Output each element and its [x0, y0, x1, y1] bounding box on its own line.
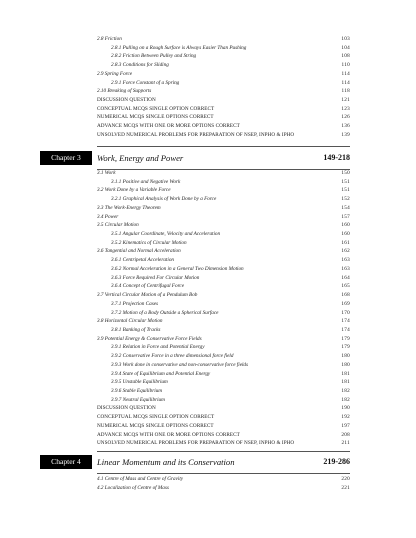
toc-section-chapter-4	[97, 475, 350, 492]
toc-entry	[97, 105, 350, 114]
toc-entry-page: 103	[341, 36, 350, 42]
toc-entry-title: 3.7.1 Projection Cases	[111, 300, 159, 307]
toc-entry	[97, 309, 350, 318]
toc-entry-page: 168	[341, 292, 350, 299]
toc-entry	[97, 378, 350, 387]
toc-entry-page: 123	[341, 105, 350, 112]
toc-entry-title: 2.9.1 Force Constant of a Spring	[111, 79, 180, 86]
toc-entry	[97, 413, 350, 422]
toc-entry-title: 3.6.2 Normal Acceleration in a General Two Dimension Motion	[111, 265, 244, 272]
toc-entry-page: 150	[341, 170, 350, 176]
toc-entry-title: 3.4 Power	[97, 213, 119, 220]
toc-entry	[97, 169, 350, 178]
toc-entry	[97, 274, 350, 283]
toc-entry-page: 152	[341, 196, 350, 203]
chapter-page-range: 219-286	[323, 457, 350, 466]
toc-entry	[97, 178, 350, 187]
toc-entry	[97, 431, 350, 440]
toc-entry	[97, 79, 350, 88]
toc-entry-title: 3.3 The Work-Energy Theorem	[97, 204, 161, 211]
toc-entry	[97, 475, 350, 484]
toc-entry-title: 3.9 Potential Energy & Conservative Force Fields	[97, 335, 202, 342]
chapter-label: Chapter 3	[40, 151, 92, 165]
toc-entry-page: 180	[341, 353, 350, 360]
toc-entry	[97, 221, 350, 230]
toc-entry	[97, 396, 350, 405]
toc-entry	[97, 291, 350, 300]
toc-entry-page: 136	[341, 123, 350, 130]
toc-entry	[97, 239, 350, 248]
toc-entry	[97, 484, 350, 493]
toc-entry-page: 157	[341, 213, 350, 220]
toc-entry	[97, 230, 350, 239]
toc-entry-title: 3.2.1 Graphical Analysis of Work Done by a Force	[111, 196, 217, 203]
toc-entry-title: 2.10 Breaking of Supports	[97, 88, 152, 95]
toc-entry-title: 3.1 Work	[97, 170, 116, 176]
toc-entry-page: 162	[341, 248, 350, 255]
toc-entry-page: 221	[341, 484, 350, 491]
toc-entry-page: 208	[341, 431, 350, 438]
toc-entry-page: 110	[341, 62, 350, 69]
toc-entry	[97, 256, 350, 265]
toc-entry-title: 3.6 Tangential and Normal Acceleration	[97, 248, 181, 255]
toc-entry-page: 114	[341, 70, 350, 77]
toc-entry-page: 154	[341, 204, 350, 211]
toc-entry	[97, 87, 350, 96]
toc-entry-page: 165	[341, 283, 350, 290]
chapter-label: Chapter 4	[40, 455, 92, 469]
chapter-heading-4	[40, 455, 350, 469]
toc-entry-title: 2.9 Spring Force	[97, 70, 133, 77]
toc-entry	[97, 247, 350, 256]
toc-entry	[97, 300, 350, 309]
toc-entry	[97, 361, 350, 370]
toc-entry-title: 3.7.2 Motion of a Body Outside a Spherical Surface	[111, 309, 219, 316]
toc-entry-page: 126	[341, 114, 350, 121]
toc-entry-page: 104	[341, 44, 350, 51]
toc-entry-page: 174	[341, 318, 350, 325]
toc-entry-title: 3.9.6 Stable Equilibrium	[111, 387, 163, 394]
toc-entry-title: CONCEPTUAL MCQS SINGLE OPTION CORRECT	[97, 414, 215, 421]
toc-entry	[97, 282, 350, 291]
toc-entry	[97, 122, 350, 131]
toc-entry-title: 3.6.3 Force Required For Circular Motion	[111, 274, 200, 281]
toc-entry-page: 160	[341, 222, 350, 229]
toc-entry	[97, 317, 350, 326]
chapter-title: Linear Momentum and its Conservation	[97, 457, 235, 467]
toc-entry-page: 163	[341, 265, 350, 272]
toc-entry-page: 211	[341, 440, 350, 447]
divider	[97, 146, 350, 147]
toc-entry	[97, 186, 350, 195]
toc-entry-title: 3.5.1 Angular Coordinate, Velocity and Acceleration	[111, 231, 221, 238]
toc-entry-title: 3.7 Vertical Circular Motion of a Pendulum Bob	[97, 292, 198, 299]
toc-entry-page: 181	[341, 379, 350, 386]
toc-entry-title: NUMERICAL MCQS SINGLE OPTIONS CORRECT	[97, 422, 214, 429]
toc-entry-title: ADVANCE MCQS WITH ONE OR MORE OPTIONS CORRECT	[97, 431, 240, 438]
toc-entry-title: 2.8.1 Pulling on a Rough Surface is Always Easier Than Pushing	[111, 44, 247, 51]
toc-entry-title: NUMERICAL MCQS SINGLE OPTIONS CORRECT	[97, 114, 214, 121]
toc-entry	[97, 352, 350, 361]
toc-entry-title: 3.9.1 Relation in Force and Potential Energy	[111, 344, 205, 351]
toc-entry-title: UNSOLVED NUMERICAL PROBLEMS FOR PREPARATION OF NSEP, INPHO & IPHO	[97, 440, 295, 447]
toc-entry-page: 170	[341, 309, 350, 316]
toc-entry-title: 3.5.2 Kinematics of Circular Motion	[111, 239, 187, 246]
toc-entry	[97, 387, 350, 396]
chapter-title: Work, Energy and Power	[97, 153, 184, 163]
toc-entry-page: 160	[341, 231, 350, 238]
toc-entry-page: 181	[341, 370, 350, 377]
toc-entry-title: 2.8.2 Friction Between Pulley and String	[111, 53, 197, 60]
toc-entry	[97, 61, 350, 70]
toc-entry-page: 179	[341, 344, 350, 351]
toc-section-chapter-2-tail	[97, 35, 350, 140]
toc-entry-page: 121	[341, 97, 350, 104]
toc-entry	[97, 44, 350, 53]
toc-entry-title: 3.6.4 Concept of Centrifugal Force	[111, 283, 184, 290]
toc-entry-title: 3.8 Horizontal Circular Motion	[97, 318, 163, 325]
toc-entry-page: 220	[341, 476, 350, 482]
toc-section-chapter-3	[97, 169, 350, 448]
toc-entry-page: 182	[341, 387, 350, 394]
toc-entry	[97, 70, 350, 79]
toc-entry-page: 151	[341, 178, 350, 185]
toc-entry-title: 4.2 Localization of Centre of Mass	[97, 484, 169, 491]
toc-entry-title: 3.9.7 Neutral Equilibrium	[111, 396, 165, 403]
toc-entry-title: 3.1.1 Positive and Negative Work	[111, 178, 181, 185]
toc-entry	[97, 195, 350, 204]
divider	[97, 451, 350, 452]
toc-entry-title: 3.9.5 Unstable Equilibrium	[111, 379, 168, 386]
toc-entry	[97, 96, 350, 105]
toc-entry-title: 3.9.2 Conservative Force in a three dimensional force field	[111, 353, 234, 360]
toc-entry	[97, 265, 350, 274]
toc-entry-title: 3.9.4 State of Equilibrium and Potential Energy	[111, 370, 211, 377]
toc-entry-page: 190	[341, 405, 350, 412]
toc-entry-title: ADVANCE MCQS WITH ONE OR MORE OPTIONS CORRECT	[97, 123, 240, 130]
toc-entry-page: 174	[341, 326, 350, 333]
toc-entry-page: 164	[341, 274, 350, 281]
toc-entry-page: 161	[341, 239, 350, 246]
toc-entry	[97, 439, 350, 448]
toc-entry-title: 3.2 Work Done by a Variable Force	[97, 187, 171, 194]
toc-entry-page: 108	[341, 53, 350, 60]
toc-entry-title: DISCUSSION QUESTION	[97, 97, 156, 104]
toc-entry-page: 163	[341, 257, 350, 264]
chapter-page-range: 149-218	[323, 153, 350, 162]
divider	[97, 473, 350, 474]
toc-entry	[97, 213, 350, 222]
toc-entry-title: 3.8.1 Banking of Tracks	[111, 326, 161, 333]
toc-entry-title: 2.8.3 Conditions for Sliding	[111, 62, 169, 69]
toc-entry	[97, 204, 350, 213]
toc-entry	[97, 404, 350, 413]
toc-entry-title: UNSOLVED NUMERICAL PROBLEMS FOR PREPARATION OF NSEP, INPHO & IPHO	[97, 131, 295, 138]
toc-entry-title: 4.1 Centre of Mass and Centre of Gravity	[97, 476, 184, 482]
toc-entry	[97, 343, 350, 352]
toc-entry-page: 180	[341, 361, 350, 368]
toc-entry	[97, 52, 350, 61]
toc-entry-title: CONCEPTUAL MCQS SINGLE OPTION CORRECT	[97, 105, 215, 112]
toc-entry	[97, 326, 350, 335]
toc-entry	[97, 370, 350, 379]
toc-entry-page: 192	[341, 414, 350, 421]
toc-entry-page: 151	[341, 187, 350, 194]
toc-entry-title: 3.6.1 Centripetal Acceleration	[111, 257, 175, 264]
toc-entry-title: 2.8 Friction	[97, 36, 122, 42]
toc-entry-page: 118	[341, 88, 350, 95]
toc-entry-page: 182	[341, 396, 350, 403]
chapter-heading-3	[40, 151, 350, 165]
toc-entry	[97, 113, 350, 122]
toc-entry	[97, 335, 350, 344]
toc-entry	[97, 35, 350, 44]
toc-entry-page: 179	[341, 335, 350, 342]
toc-entry-page: 139	[341, 131, 350, 138]
toc-entry-title: 3.9.3 Work done in conservative and non-conservative force fields	[111, 361, 249, 368]
toc-entry-title: DISCUSSION QUESTION	[97, 405, 156, 412]
toc-entry-title: 3.5 Circular Motion	[97, 222, 139, 229]
toc-entry	[97, 422, 350, 431]
toc-entry-page: 169	[341, 300, 350, 307]
toc-entry	[97, 131, 350, 140]
toc-entry-page: 197	[341, 422, 350, 429]
toc-entry-page: 114	[341, 79, 350, 86]
